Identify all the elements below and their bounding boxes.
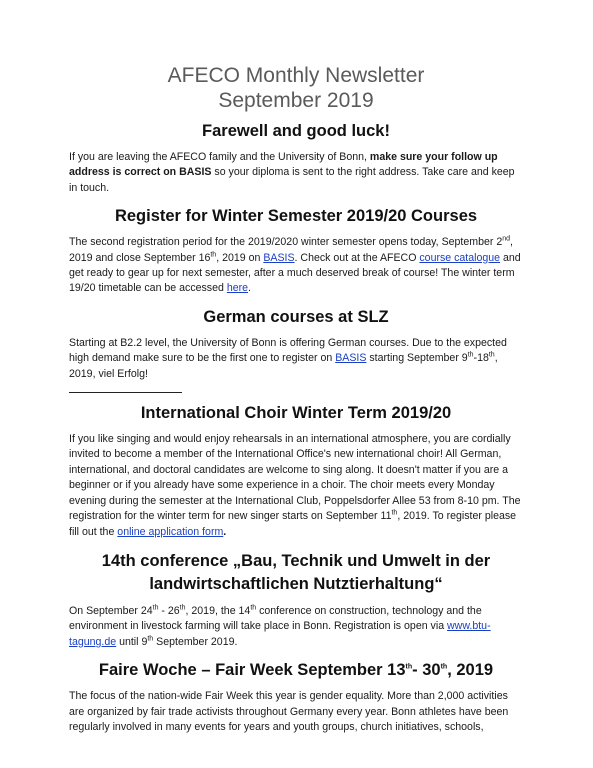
text-run: , 2019 and close September 16 [69,236,513,264]
conference-text [69,604,523,650]
conference-heading [69,550,523,596]
title-line-1: AFECO Monthly Newsletter [167,64,425,87]
text-run: conference on construction, technology and the environment in livestock farming will take place in Bonn. Registration is open via [69,604,482,633]
fair-week-text: The focus of the nation-wide Fair Week this year is gender equality. More than 2,000 activities are organized by fair trade activists throughout Germany every year. Bonn athletes have been regularly involved in many events for years and youth groups, church initiatives, schools, [69,690,509,733]
superscript: th [179,604,186,612]
text-run: If you are leaving the AFECO family and the University of Bonn, [69,151,370,163]
text-run: - 30 [412,661,441,680]
heading-line: 14th conference „Bau, Technik und Umwelt in der [101,551,491,570]
text-run: . Check out at the AFECO [294,251,420,264]
superscript: th [440,663,448,671]
text-run: , 2019, viel Erfolg! [69,352,498,380]
section-german-courses [69,307,523,393]
superscript: th [147,635,154,643]
text-run: The second registration period for the 2019/2020 winter semester opens today, September 2 [69,236,503,249]
superscript: th [467,351,474,359]
superscript: nd [502,235,511,243]
superscript: th [405,663,413,671]
text-run: If you like singing and would enjoy rehearsals in an international atmosphere, you are cordially invited to become a member of the International Office's new international choir! All German, international, and doctoral candidates are welcome to sing along. It doesn't matter if you are a beginner or if you already have some experience in a choir. The choir meets every Monday evening during the semester at the International Club, Poppelsdorfer Allee 53 from 8-10 pm. The registration for the winter term for new singer starts on September 11 [69,433,521,523]
text-run: and get ready to gear up for next semester, after a much deserved break of course! The winter term 19/20 timetable can be accessed [69,251,521,295]
newsletter-title [69,0,523,113]
fair-week-heading [69,660,523,681]
course-catalogue-link[interactable]: course catalogue [419,251,501,264]
text-run: On September 24 [69,604,153,617]
text-run: starting September 9 [366,352,468,365]
farewell-text [69,150,523,196]
text-run: September 2019. [153,635,238,648]
superscript: th [152,604,159,612]
text-run: Starting at B2.2 level, the University of Bonn is offering German courses. Due to the expected high demand make sure to be the first one to register on [69,336,507,365]
superscript: th [250,604,257,612]
section-register [69,206,523,297]
section-divider [69,392,182,393]
superscript: th [488,351,495,359]
text-run: , 2019 [447,661,494,680]
register-heading: Register for Winter Semester 2019/20 Courses [114,207,478,226]
heading-line: landwirtschaftlichen Nutztierhaltung“ [149,574,443,593]
text-run: , 2019 on [216,251,264,264]
timetable-link[interactable]: here [226,282,249,295]
register-text [69,235,523,297]
btu-tagung-link[interactable]: www.btu-tagung.de [69,620,491,648]
text-run: -18 [473,352,489,365]
choir-text [69,432,523,540]
german-heading: German courses at SLZ [203,307,389,326]
text-run: . [223,525,227,538]
german-text [69,336,523,382]
text-run: , 2019. To register please fill out the [69,510,517,538]
text-run: until 9 [116,635,148,648]
title-line-2: September 2019 [218,89,374,112]
section-farewell [69,121,523,196]
basis-link[interactable]: BASIS [263,251,295,264]
text-run: , 2019, the 14 [185,604,251,617]
superscript: th [391,509,398,517]
choir-heading: International Choir Winter Term 2019/20 [140,404,452,423]
section-choir [69,403,523,540]
superscript: th [210,251,217,259]
section-conference [69,550,523,650]
text-run: Faire Woche – Fair Week September 13 [98,661,406,680]
application-form-link[interactable]: online application form [117,525,224,538]
text-run: - 26 [158,604,180,617]
basis-link[interactable]: BASIS [335,352,367,365]
text-run: so your diploma is sent to the right address. Take care and keep in touch. [69,166,515,194]
farewell-heading: Farewell and good luck! [202,122,390,140]
text-run: . [248,282,251,295]
section-fair-week [69,660,523,735]
bold-text: make sure your follow up address is correct on BASIS [69,151,498,179]
